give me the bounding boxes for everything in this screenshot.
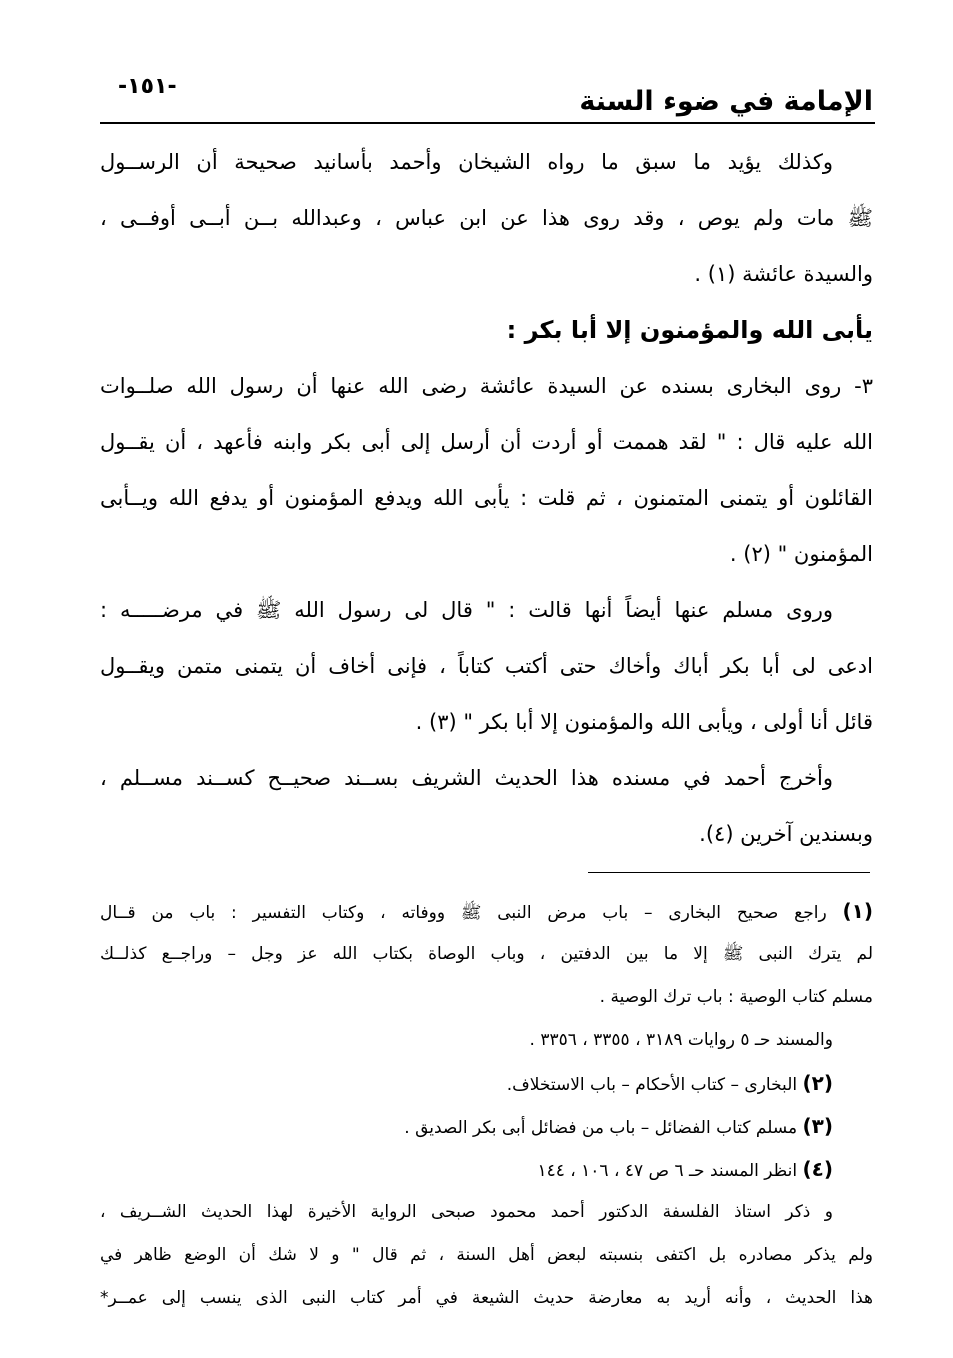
- footnote-text: انظر المسند حـ ٦ ص ٤٧ ، ١٠٦ ، ١٤٤: [537, 1161, 798, 1181]
- paragraph-line: وروى مسلم عنها أيضاً أنها قالت : " قال لى رسول الله ﷺ في مرضـــــه :: [100, 598, 833, 622]
- footnote-4-line: هذا الحديث ، وأنه أريد به معارضة حديث الشيعة في أمر كتاب النبى الذى ينسب إلى عمــر*: [100, 1288, 873, 1308]
- footnote-2: [100, 1062, 873, 1105]
- footnote-1-line: [100, 890, 873, 933]
- footnote-1-line: والمسند حـ ٥ روايات ٣١٨٩ ، ٣٣٥٥ ، ٣٣٥٦ .: [529, 1030, 833, 1050]
- main-text: [100, 134, 873, 862]
- footnote-3: [100, 1105, 873, 1148]
- section-heading: يأبى الله والمؤمنون إلا أبا بكر :: [506, 316, 873, 344]
- footnote-number: (٣): [802, 1114, 833, 1138]
- footnote-1-line: لم يترك النبى ﷺ إلا ما بين الدفتين ، وباب الوصاة بكتاب الله عز وجل – وراجــع كذلــك: [100, 944, 873, 964]
- footnote-number: (١): [842, 899, 873, 923]
- paragraph-line: ادعى لى أبا بكر أباك وأخاك حتى أكتب كتاباً ، فإنى أخاف أن يتمنى متمن ويقــول: [100, 654, 873, 678]
- running-title: الإمامة في ضوء السنة: [579, 86, 873, 117]
- paragraph-line: الله عليه قال : " لقد هممت أو أردت أن أرسل إلى أبى بكر وابنه فأعهد ، أن يقــول: [100, 430, 873, 454]
- paragraph-line: ﷺ مات ولم يوص ، وقد روى هذا عن ابن عباس ، وعبدالله بــن أبــى أوفــى ،: [100, 206, 873, 230]
- footnote-separator: [588, 872, 870, 873]
- paragraph-line: المؤمنون " (٢) .: [729, 542, 873, 566]
- paragraph-line: قائل أنا أولى ، ويأبى الله والمؤمنون إلا أبا بكر " (٣) .: [415, 710, 873, 734]
- footnote-text: البخارى – كتاب الأحكام – باب الاستخلاف.: [506, 1075, 798, 1095]
- paragraph-line: ٣- روى البخارى بسنده عن السيدة عائشة رضى الله عنها أن رسول الله صلــوات: [100, 374, 873, 398]
- footnote-4-line: ولم يذكر مصادره بل اكتفى بنسبته لبعض أهل السنة ، ثم قال " و لا شك أن الوضع ظاهر في: [100, 1245, 873, 1265]
- paragraph-line: القائلون أو يتمنى المتمنون ، ثم قلت : يأبى الله ويدفع المؤمنون أو يدفع الله ويــأبى: [100, 486, 873, 510]
- footnote-1-line: مسلم كتاب الوصية : باب ترك الوصية .: [599, 987, 873, 1007]
- footnote-text: راجع صحيح البخارى – باب مرض النبى ﷺ ووفاته ، وكتاب التفسير : باب من قــال: [100, 903, 827, 923]
- footnote-text: مسلم كتاب الفضائل – باب من فضائل أبى بكر الصديق .: [404, 1118, 798, 1138]
- paragraph-line: وبسندين آخرين (٤).: [699, 822, 873, 846]
- page-number: -١٥١-: [118, 74, 177, 99]
- paragraph-line: وأخرج أحمد في مسنده هذا الحديث الشريف بســند صحيــح كســند مســلم ،: [100, 766, 833, 790]
- paragraph-line: والسيدة عائشة (١) .: [694, 262, 873, 286]
- footnotes: [100, 890, 873, 1320]
- paragraph-line: وكذلك يؤيد ما سبق ما رواه الشيخان وأحمد بأسانيد صحيحة أن الرســول: [100, 150, 833, 174]
- footnote-4-line: و ذكر استاذ الفلسفة الدكتور أحمد محمود صبحى الرواية الأخيرة لهذا الحديث الشــريف ،: [100, 1202, 833, 1222]
- footnote-number: (٤): [802, 1157, 833, 1181]
- header-rule: [100, 122, 875, 124]
- footnote-number: (٢): [802, 1071, 833, 1095]
- footnote-4: [100, 1148, 873, 1191]
